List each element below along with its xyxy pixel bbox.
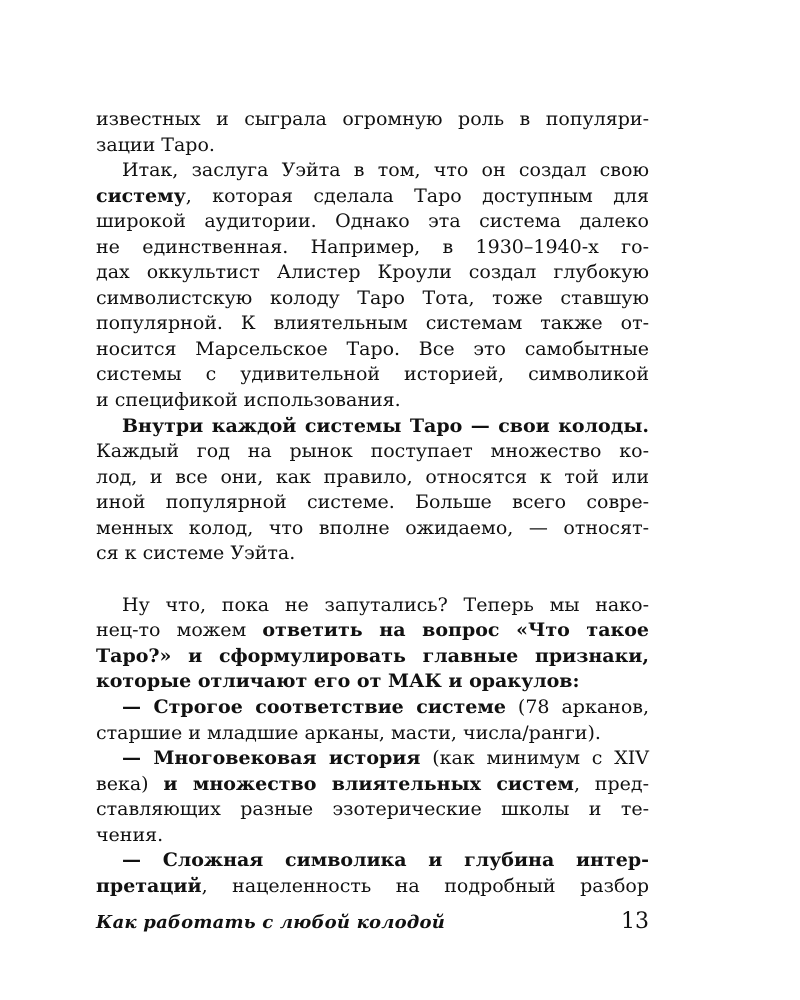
text-line	[96, 746, 649, 772]
text-line	[96, 337, 649, 363]
text-segment: менных колод, что вполне ожидаемо, — относят-	[96, 516, 649, 539]
text-line	[96, 644, 649, 670]
bold-text: ответить на вопрос «Что такое	[262, 619, 650, 642]
text-line	[96, 414, 649, 440]
text-segment: Каждый год на рынок поступает множество ко-	[96, 440, 649, 463]
body-text	[96, 107, 649, 899]
bold-text: — Строгое соответствие системе	[122, 696, 506, 719]
bold-text: претаций	[96, 874, 202, 897]
text-line	[96, 388, 649, 414]
text-line	[96, 823, 649, 849]
page-number: 13	[621, 909, 649, 934]
text-segment: (как минимум с XIV	[420, 747, 649, 770]
text-line	[96, 797, 649, 823]
text-line	[96, 439, 649, 465]
text-line	[96, 490, 649, 516]
text-segment: старшие и младшие арканы, масти, числа/ранги).	[96, 721, 601, 744]
text-segment: системы с удивительной историей, символикой	[96, 363, 649, 386]
text-segment: не единственная. Например, в 1930–1940-х го-	[96, 235, 649, 258]
text-segment: , которая сделала Таро доступным для	[185, 184, 649, 207]
text-line	[96, 618, 649, 644]
section-break	[96, 567, 649, 593]
text-line	[96, 772, 649, 798]
text-line	[96, 107, 649, 133]
paragraph-group-2	[96, 593, 649, 900]
text-segment: широкой аудитории. Однако эта система далеко	[96, 210, 649, 233]
text-line	[96, 209, 649, 235]
text-line	[96, 362, 649, 388]
bold-text: — Многовековая история	[122, 747, 421, 770]
text-segment: века)	[96, 772, 164, 795]
text-segment: дах оккультист Алистер Кроули создал глубокую	[96, 261, 649, 284]
text-segment: лод, и все они, как правило, относятся к той или	[96, 465, 649, 488]
text-segment: чения.	[96, 823, 164, 846]
text-line	[96, 286, 649, 312]
running-title: Как работать с любой колодой	[96, 912, 445, 933]
text-line	[96, 133, 649, 159]
bold-text: Таро?» и сформулировать главные признаки,	[96, 644, 649, 667]
text-segment: ся к системе Уэйта.	[96, 542, 296, 565]
text-line	[96, 695, 649, 721]
text-line	[96, 158, 649, 184]
text-segment: (78 арканов,	[505, 696, 649, 719]
text-segment: Ну что, пока не запутались? Теперь мы нако-	[122, 593, 649, 616]
text-segment: носится Марсельское Таро. Все это самобытные	[96, 337, 649, 360]
text-segment: популярной. К влиятельным системам также от-	[96, 312, 649, 335]
text-segment: иной популярной системе. Больше всего совре-	[96, 491, 649, 514]
text-segment: , пред-	[573, 772, 649, 795]
bold-text: систему	[96, 184, 186, 207]
text-line	[96, 184, 649, 210]
text-line	[96, 235, 649, 261]
text-line	[96, 260, 649, 286]
text-line	[96, 874, 649, 900]
text-line	[96, 516, 649, 542]
text-segment: ставляющих разные эзотерические школы и те-	[96, 798, 649, 821]
text-line	[96, 311, 649, 337]
text-line	[96, 593, 649, 619]
text-line	[96, 541, 649, 567]
text-line	[96, 848, 649, 874]
bold-text: и множество влиятельных систем	[163, 772, 574, 795]
text-segment: зации Таро.	[96, 133, 215, 156]
text-segment: известных и сыграла огромную роль в популяри-	[96, 108, 649, 130]
bold-text: которые отличают его от МАК и оракулов:	[96, 670, 580, 693]
text-line	[96, 721, 649, 747]
text-segment: , нацеленность на подробный разбор	[201, 874, 649, 897]
text-segment: нец-то можем	[96, 619, 263, 642]
text-segment: и спецификой использования.	[96, 389, 401, 412]
text-segment: Итак, заслуга Уэйта в том, что он создал свою	[122, 159, 649, 182]
paragraph-group-1	[96, 107, 649, 567]
text-segment: символистскую колоду Таро Тота, тоже ставшую	[96, 286, 649, 309]
text-line	[96, 669, 649, 695]
text-line	[96, 465, 649, 491]
bold-text: — Сложная символика и глубина интер-	[122, 849, 649, 872]
bold-text: Внутри каждой системы Таро — свои колоды.	[122, 414, 649, 437]
